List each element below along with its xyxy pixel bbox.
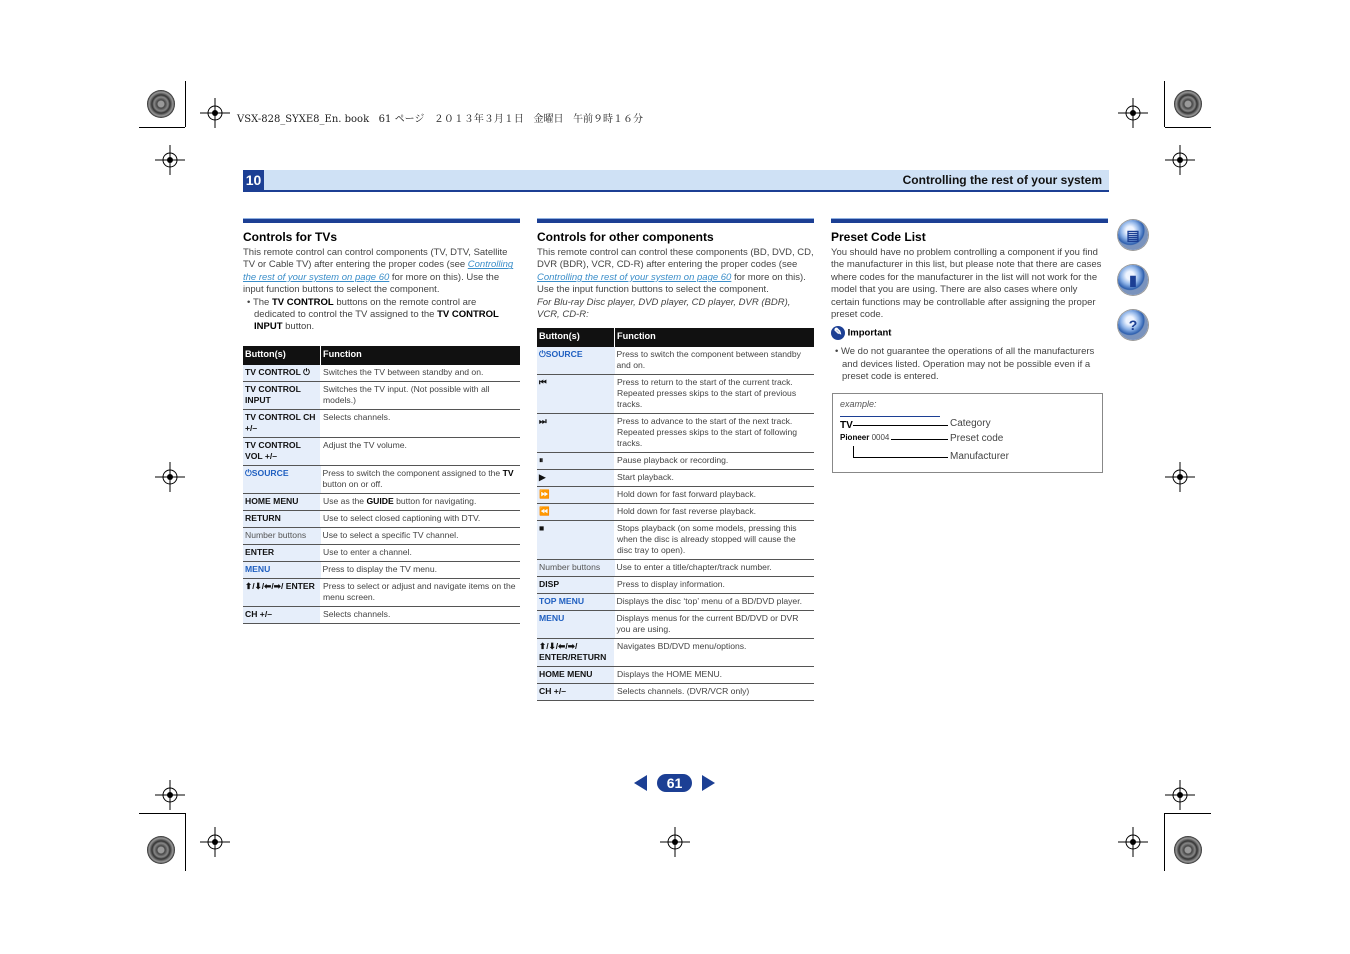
- table-row: CH +/– Selects channels. (DVR/VCR only): [537, 684, 814, 701]
- section-rule: [537, 218, 814, 223]
- section-intro: You should have no problem controlling a component if you find the manufacturer in this list, but please note that there are cases where codes for the manufacturer in the list will not work for the model that you are using. There are also cases where only certain functions may be controllable after assigning the proper preset code.: [831, 247, 1102, 321]
- table-row: TV CONTROL CH +/– Selects channels.: [243, 409, 520, 437]
- registration-mark-icon: [155, 145, 185, 175]
- other-components-section: [537, 218, 814, 701]
- table-row: ▶ Start playback.: [537, 470, 814, 487]
- table-row: ⬆/⬇/⬅/➡/ ENTER/RETURN Navigates BD/DVD menu/options.: [537, 639, 814, 667]
- table-header: Function: [321, 346, 521, 365]
- registration-mark-icon: [1165, 462, 1195, 492]
- table-row: RETURN Use to select closed captioning with DTV.: [243, 510, 520, 527]
- table-row: ⏭ Press to advance to the start of the next track. Repeated presses skips to the start of following tracks.: [537, 414, 814, 453]
- table-header: Button(s): [537, 328, 615, 347]
- table-row: Number buttons Use to enter a title/chapter/track number.: [537, 560, 814, 577]
- book-icon[interactable]: ▤: [1118, 220, 1148, 250]
- registration-mark-icon: [1165, 145, 1195, 175]
- cross-reference-link[interactable]: Controlling the rest of your system on page 60: [537, 271, 732, 283]
- table-row: ■ Stops playback (on some models, pressing this when the disc is already stopped will cause the disc tray to open).: [537, 521, 814, 560]
- chapter-title: Controlling the rest of your system: [902, 173, 1102, 187]
- callout-line: [853, 457, 948, 458]
- applies-to-note: For Blu-ray Disc player, DVD player, CD player, DVR (BDR), VCR, CD-R:: [537, 296, 791, 321]
- next-page-icon[interactable]: [701, 775, 715, 791]
- list-item: • The TV CONTROL buttons on the remote control are dedicated to control the TV assigned to the TV CONTROL INPUT button.: [247, 296, 499, 333]
- table-row: MENU Displays menus for the current BD/DVD or DVR you are using.: [537, 611, 814, 639]
- cross-reference-link[interactable]: Controlling the rest of your system on page 60: [243, 259, 514, 283]
- section-rule: [243, 218, 520, 223]
- previous-page-icon[interactable]: [634, 775, 648, 791]
- registration-mark-icon: [1118, 827, 1148, 857]
- section-intro: This remote control can control components (TV, DTV, Satellite TV or Cable TV) after entering the proper codes (see Controlling the rest of your system on page 60 for more on this). Use the input function buttons to select the component.: [243, 247, 514, 296]
- callout-line: [853, 425, 948, 426]
- color-target-icon: [147, 836, 175, 864]
- table-row: TV CONTROL INPUT Switches the TV input. (Not possible with all models.): [243, 381, 520, 409]
- preset-code-example: [832, 393, 1103, 473]
- table-header: Button(s): [243, 346, 321, 365]
- tv-controls-section: [243, 218, 520, 624]
- color-target-icon: [147, 90, 175, 118]
- table-row: TOP MENU Displays the disc ‘top’ menu of a BD/DVD player.: [537, 594, 814, 611]
- table-row: ⏸ Pause playback or recording.: [537, 453, 814, 470]
- faq-icon[interactable]: ?: [1118, 310, 1148, 340]
- table-row: ⏻SOURCE Press to switch the component assigned to the TV button on or off.: [243, 465, 520, 493]
- table-row: MENU Press to display the TV menu.: [243, 561, 520, 578]
- chapter-number: 10: [243, 170, 264, 190]
- table-row: HOME MENU Use as the GUIDE button for navigating.: [243, 493, 520, 510]
- color-target-icon: [1174, 90, 1202, 118]
- divider: [840, 416, 940, 417]
- remote-control-icon[interactable]: ▮: [1118, 265, 1148, 295]
- table-row: TV CONTROL ⏻ Switches the TV between standby and on.: [243, 365, 520, 382]
- table-row: ENTER Use to enter a channel.: [243, 544, 520, 561]
- table-row: DISP Press to display information.: [537, 577, 814, 594]
- example-category: TV: [840, 420, 853, 431]
- callout-preset-code: Preset code: [950, 433, 1004, 444]
- table-row: Number buttons Use to select a specific TV channel.: [243, 527, 520, 544]
- registration-mark-icon: [200, 98, 230, 128]
- registration-mark-icon: [200, 827, 230, 857]
- table-row: ⏮ Press to return to the start of the current track. Repeated presses skips to the start of previous tracks.: [537, 375, 814, 414]
- callout-category: Category: [950, 418, 991, 429]
- example-entry: Pioneer 0004: [840, 433, 890, 442]
- section-rule: [831, 218, 1108, 223]
- registration-mark-icon: [155, 780, 185, 810]
- registration-mark-icon: [155, 462, 185, 492]
- print-header: VSX-828_SYXE8_En. book 61 ページ ２０１３年３月１日 金曜日 午前９時１６分: [237, 114, 643, 125]
- callout-line: [891, 439, 948, 440]
- component-buttons-table: [537, 328, 814, 701]
- tv-buttons-table: [243, 346, 520, 624]
- page-number: 61: [657, 774, 692, 792]
- section-heading: Preset Code List: [831, 230, 926, 244]
- section-intro: This remote control can control these components (BD, DVD, CD, DVR (BDR), VCR, CD-R) after entering the proper codes (see Controlling the rest of your system on page 60 for more on this). Use the input function buttons to select the component.: [537, 247, 814, 296]
- registration-mark-icon: [1165, 780, 1195, 810]
- important-icon: ✎: [831, 326, 845, 340]
- registration-mark-icon: [1118, 98, 1148, 128]
- section-heading: Controls for other components: [537, 230, 714, 244]
- example-label: example:: [840, 399, 877, 409]
- registration-mark-icon: [660, 827, 690, 857]
- important-heading: ✎ Important: [831, 326, 1108, 340]
- table-row: ⏩ Hold down for fast forward playback.: [537, 487, 814, 504]
- table-row: CH +/– Selects channels.: [243, 606, 520, 623]
- preset-code-section: [831, 218, 1108, 384]
- section-heading: Controls for TVs: [243, 230, 338, 244]
- table-header: Function: [615, 328, 815, 347]
- callout-line: [853, 446, 854, 457]
- table-row: ⏪ Hold down for fast reverse playback.: [537, 504, 814, 521]
- color-target-icon: [1174, 836, 1202, 864]
- table-row: TV CONTROL VOL +/– Adjust the TV volume.: [243, 437, 520, 465]
- table-row: ⬆/⬇/⬅/➡/ ENTER Press to select or adjust and navigate items on the menu screen.: [243, 578, 520, 606]
- table-row: HOME MENU Displays the HOME MENU.: [537, 667, 814, 684]
- list-item: • We do not guarantee the operations of all the manufacturers and devices listed. Operation may not be possible even if a preset code is entered.: [835, 346, 1095, 383]
- table-row: ⏻SOURCE Press to switch the component between standby and on.: [537, 347, 814, 375]
- callout-manufacturer: Manufacturer: [950, 451, 1009, 462]
